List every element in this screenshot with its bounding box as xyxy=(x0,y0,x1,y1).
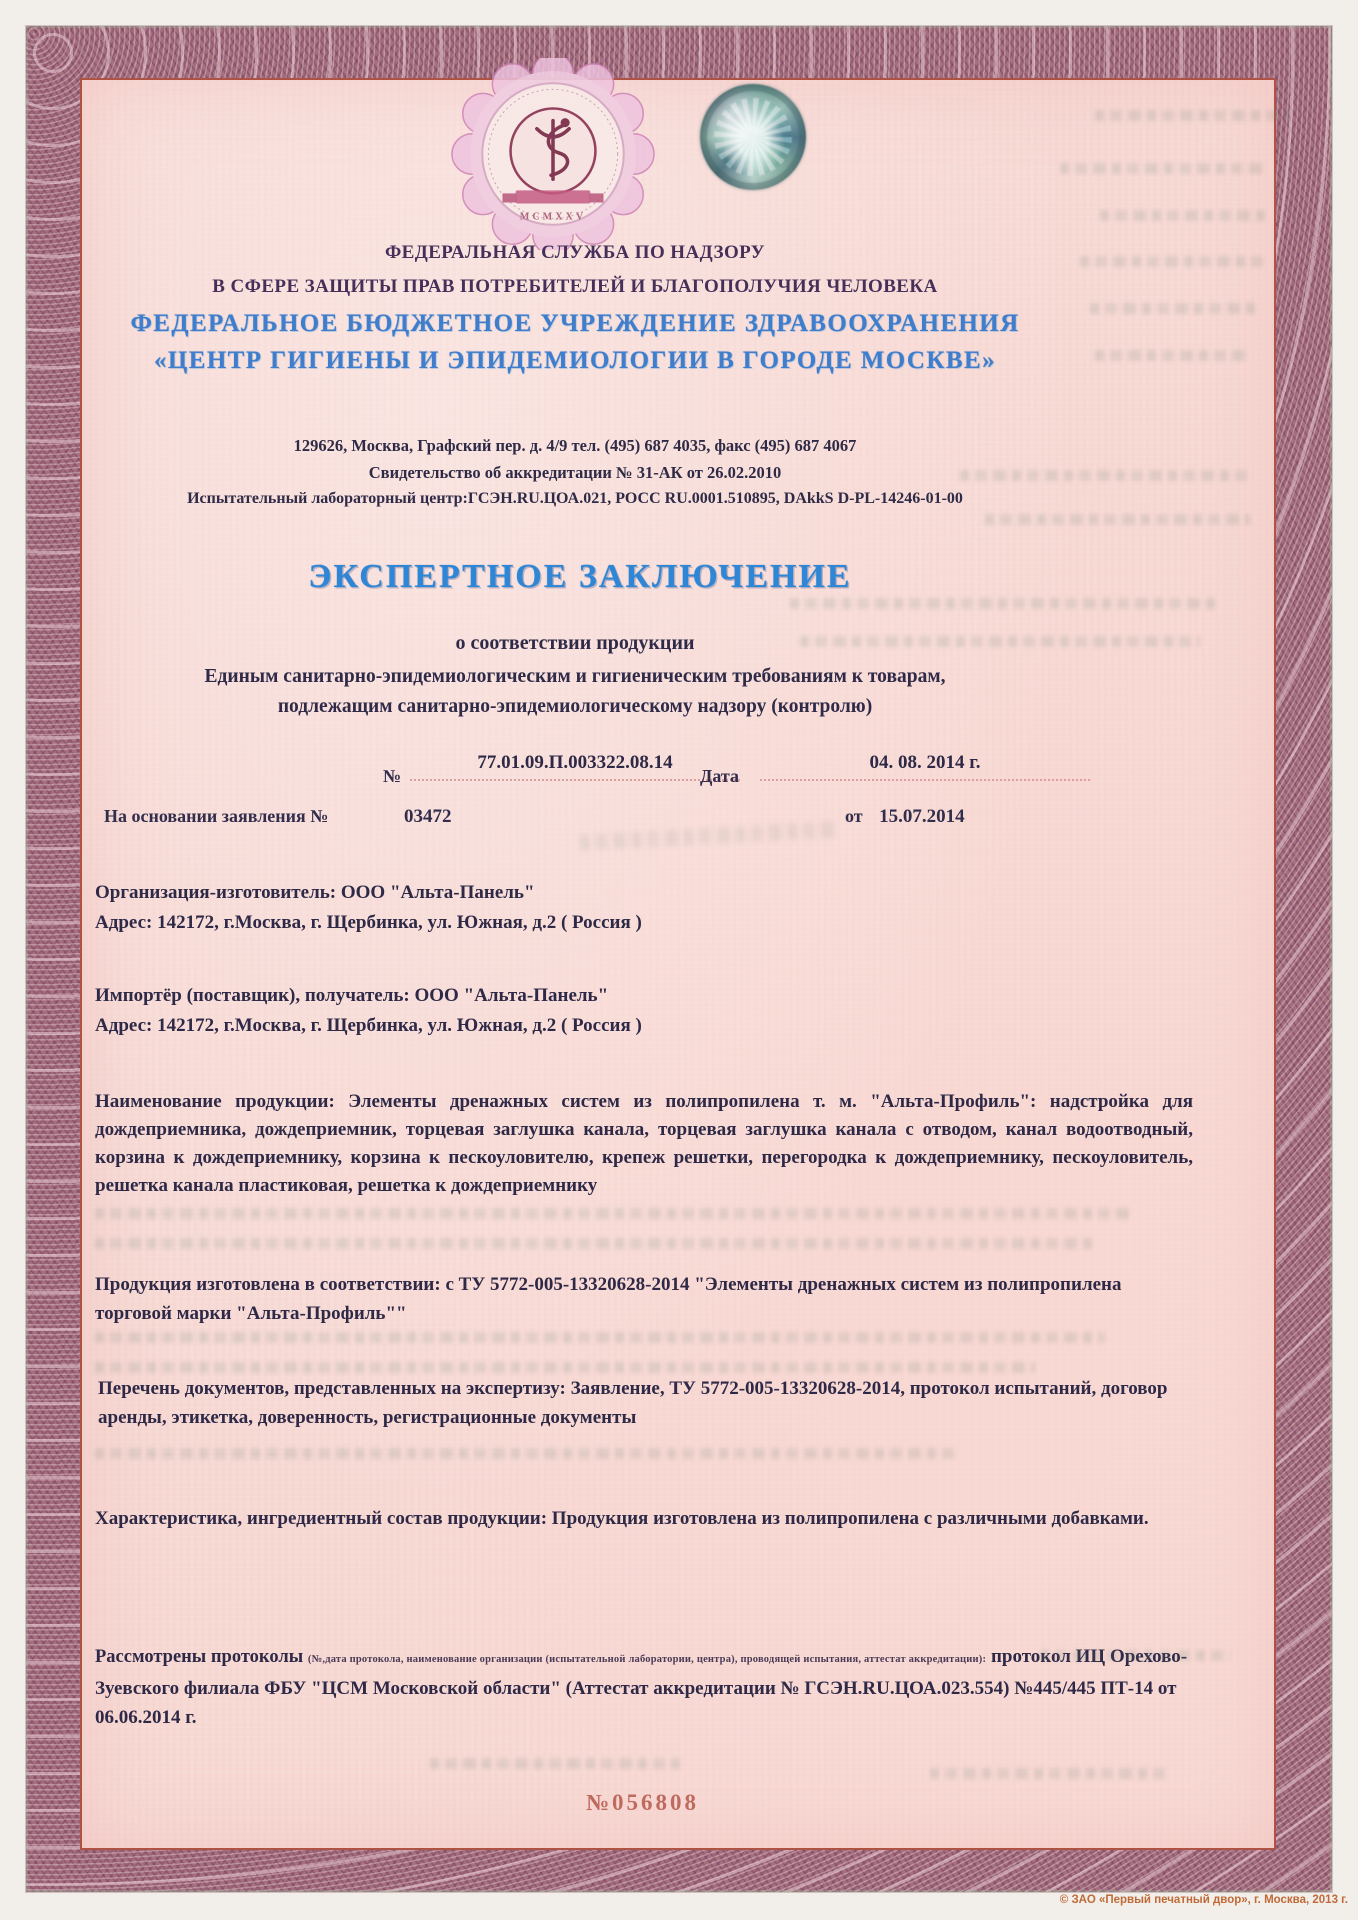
application-date-value: 15.07.2014 xyxy=(879,806,965,827)
bleed-through-text xyxy=(95,1448,955,1459)
subtitle-line3: подлежащим санитарно-эпидемиологическому надзору (контролю) xyxy=(277,696,873,717)
application-label: На основании заявления № xyxy=(104,806,329,826)
documents-paragraph: Перечень документов, представленных на экспертизу: Заявление, ТУ 5772-005-13320628-2014, протокол испытаний, договор аренды, этикетка, доверенность, регистрационные документы xyxy=(98,1378,1168,1428)
institution-name-line2: «ЦЕНТР ГИГИЕНЫ И ЭПИДЕМИОЛОГИИ В ГОРОДЕ МОСКВЕ» xyxy=(154,347,996,374)
bleed-through-text xyxy=(985,514,1250,525)
bleed-through-text xyxy=(1080,256,1265,267)
bleed-through-text xyxy=(95,1238,1095,1249)
bleed-through-text xyxy=(800,636,1200,647)
number-value: 77.01.09.П.003322.08.14 xyxy=(410,752,740,781)
bleed-through-text xyxy=(790,598,1220,609)
bleed-through-text xyxy=(960,470,1250,481)
bleed-through-text xyxy=(95,1332,1105,1343)
certificate-page xyxy=(80,78,1276,1850)
hologram-sparkle xyxy=(714,98,792,176)
seal-motto: MCMXXV xyxy=(519,211,587,223)
subtitle-line2: Единым санитарно-эпидемиологическим и гигиеническим требованиям к товарам, xyxy=(204,666,946,687)
bleed-through-text xyxy=(95,1208,1135,1219)
bleed-through-text xyxy=(430,1758,680,1769)
application-number: 03472 xyxy=(404,806,452,827)
accreditation-line: Свидетельство об аккредитации № 31-АК от 26.02.2010 xyxy=(368,463,782,482)
holographic-foil-seal-icon xyxy=(700,84,806,190)
agency-name-line2: В СФЕРЕ ЗАЩИТЫ ПРАВ ПОТРЕБИТЕЛЕЙ И БЛАГОПОЛУЧИЯ ЧЕЛОВЕКА xyxy=(212,276,938,297)
address-line: 129626, Москва, Графский пер. д. 4/9 тел. (495) 687 4035, факс (495) 687 4067 xyxy=(293,436,857,455)
importer-line: Импортёр (поставщик), получатель: ООО "Альта-Панель" xyxy=(95,985,609,1006)
serial-number: №056808 xyxy=(585,1790,700,1815)
characteristics-paragraph: Характеристика, ингредиентный состав продукции: Продукция изготовлена из полипропилена с различными добавками. xyxy=(95,1508,1149,1529)
bleed-through-text xyxy=(1095,350,1245,361)
protocols-note: (№,дата протокола, наименование организации (испытательной лаборатории, центра), проводящей испытания, аттестат аккредитации): xyxy=(307,1654,987,1665)
subtitle-line1: о соответствии продукции xyxy=(455,632,695,654)
printer-copyright: © ЗАО «Первый печатный двор», г. Москва, 2013 г. xyxy=(1059,1894,1348,1906)
bleed-through-text xyxy=(1095,110,1290,121)
importer-address: Адрес: 142172, г.Москва, г. Щербинка, ул. Южная, д.2 ( Россия ) xyxy=(95,1015,642,1036)
protocols-text: протокол ИЦ Орехово-Зуевского филиала ФБУ "ЦСМ Московской области" (Аттестат аккредитации № ГСЭН.RU.ЦОА.023.554) №445/445 ПТ-14 от 06.06.2014 г. xyxy=(95,1646,1188,1728)
application-date-label: от xyxy=(845,806,863,826)
bleed-through-text xyxy=(95,1362,1035,1373)
bleed-through-text xyxy=(930,1768,1170,1779)
document-title: ЭКСПЕРТНОЕ ЗАКЛЮЧЕНИЕ xyxy=(308,558,852,595)
bleed-through-text xyxy=(1060,163,1265,174)
date-value: 04. 08. 2014 г. xyxy=(760,752,1090,781)
date-label: Дата xyxy=(700,766,739,786)
hygieia-rosette-seal-icon xyxy=(450,58,656,250)
number-label: № xyxy=(383,766,402,786)
product-name-paragraph: Наименование продукции: Элементы дренажных систем из полипропилена т. м. "Альта-Профиль": надстройка для дождеприемника, дождеприемник, торцевая заглушка канала, торцевая заглушка канала с отводом, канал водоотводный, корзина к дождеприемнику, корзина к пескоуловителю, крепеж решетки, перегородка к дождеприемнику, пескоуловитель, решетка канала пластиковая, решетка к дождеприемнику xyxy=(95,1091,1193,1196)
accordance-paragraph: Продукция изготовлена в соответствии: с ТУ 5772-005-13320628-2014 "Элементы дренажных систем из полипропилена торговой марки "Альта-Профиль"" xyxy=(95,1274,1122,1324)
manufacturer-address: Адрес: 142172, г.Москва, г. Щербинка, ул. Южная, д.2 ( Россия ) xyxy=(95,912,642,933)
bleed-through-text xyxy=(1040,1650,1230,1661)
manufacturer-line: Организация-изготовитель: ООО "Альта-Панель" xyxy=(95,882,535,903)
bleed-through-text xyxy=(1100,210,1265,221)
agency-name-line1: ФЕДЕРАЛЬНАЯ СЛУЖБА ПО НАДЗОРУ xyxy=(384,242,766,263)
laboratory-line: Испытательный лабораторный центр:ГСЭН.RU.ЦОА.021, РОСС RU.0001.510895, DAkkS D-PL-14246-01-00 xyxy=(187,490,963,507)
institution-name-line1: ФЕДЕРАЛЬНОЕ БЮДЖЕТНОЕ УЧРЕЖДЕНИЕ ЗДРАВООХРАНЕНИЯ xyxy=(130,310,1020,337)
protocols-label: Рассмотрены протоколы xyxy=(95,1647,304,1667)
bleed-through-text xyxy=(1090,303,1260,314)
